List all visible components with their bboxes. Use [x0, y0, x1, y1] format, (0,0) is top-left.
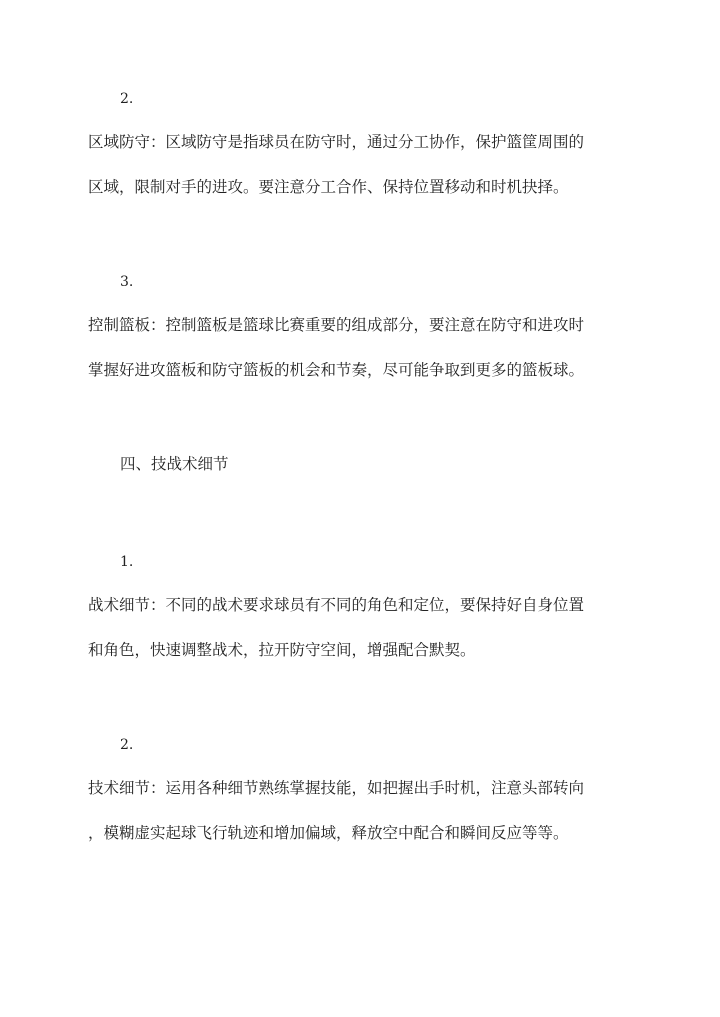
paragraph-line: 区域防守：区域防守是指球员在防守时，通过分工协作，保护篮筐周围的	[88, 133, 585, 151]
item-number-3: 3.	[120, 274, 134, 290]
section-heading: 四、技战术细节	[120, 455, 229, 473]
paragraph-line: 控制篮板：控制篮板是篮球比赛重要的组成部分，要注意在防守和进攻时	[88, 316, 585, 334]
paragraph-line: 战术细节：不同的战术要求球员有不同的角色和定位，要保持好自身位置	[88, 596, 585, 614]
paragraph-line: 技术细节：运用各种细节熟练掌握技能，如把握出手时机，注意头部转向	[88, 779, 585, 797]
paragraph-line: ，模糊虚实起球飞行轨迹和增加偏域，释放空中配合和瞬间反应等等。	[88, 824, 569, 842]
paragraph-line: 区域，限制对手的进攻。要注意分工合作、保持位置移动和时机抉择。	[88, 178, 569, 196]
item-number-1: 1.	[120, 554, 134, 570]
item-number-2: 2.	[120, 91, 134, 107]
paragraph-line: 和角色，快速调整战术，拉开防守空间，增强配合默契。	[88, 641, 476, 659]
paragraph-line: 掌握好进攻篮板和防守篮板的机会和节奏，尽可能争取到更多的篮板球。	[88, 361, 585, 379]
item-number-2b: 2.	[120, 737, 134, 753]
